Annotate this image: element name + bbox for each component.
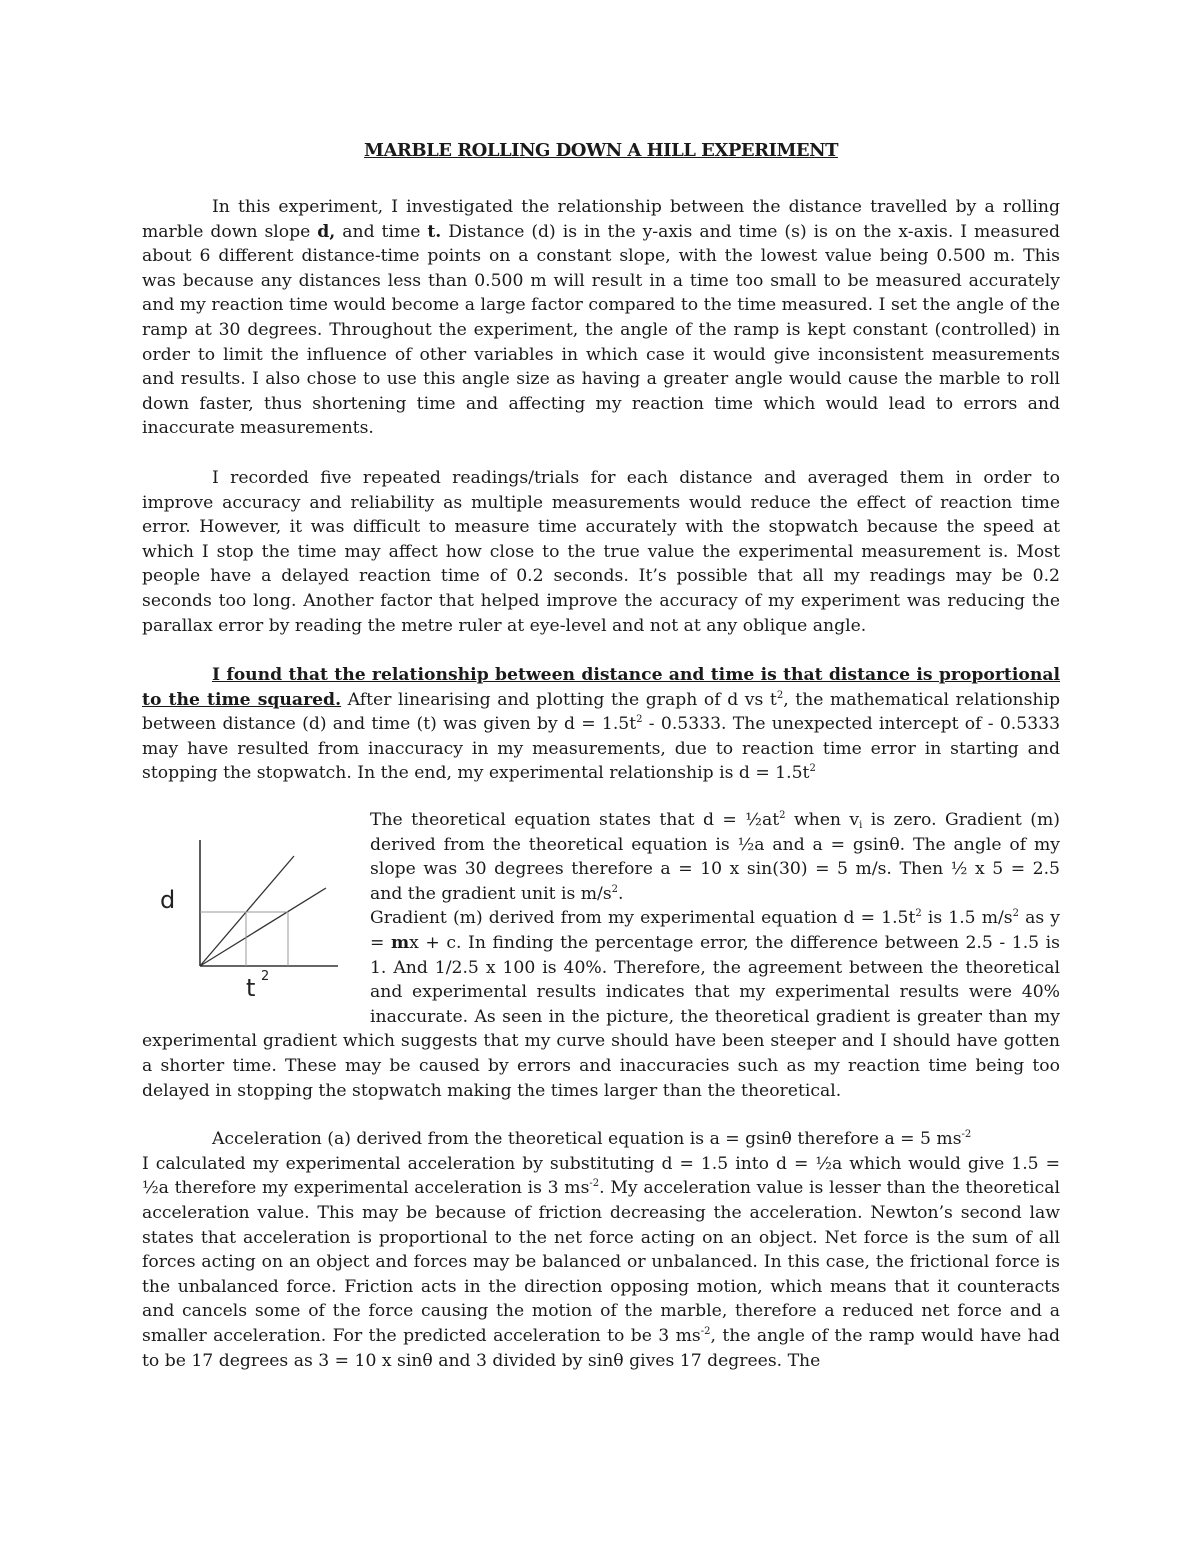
bold-d: d, xyxy=(317,221,336,242)
paragraph-theory: The theoretical equation states that $d = \frac{1}{2}at^2$ when $v_i$ is zero. Gradient (m) derived from the theoretical equation is ½a and a = gsinθ. The angle of my slope was 30 degrees therefore a = 10 x sin(30) = 5 m/s. Then ½ x 5 = 2.5 and the gradient unit is $m/s^2$. Gradient (m) derived from my experimental equation $d = 1.5t^2$ is 1.5 $m/s^2$ as y = mx + c. In finding the percentage error, the difference between 2.5 - 1.5 is 1. And 1/2.5 x 100 is 40%. Therefore, the agreement between the theoretical and experimental results indicates that my experimental results were 40% inaccurate. As seen in the picture, the theoretical gradient is greater than my experimental gradient which suggests that my curve should have been steeper and I should have gotten a shorter time. These may be caused by errors and inaccuracies such as my reaction time being too delayed in stopping the stopwatch making the times larger than the theoretical. xyxy=(142,810,1060,1101)
gradient-sketch xyxy=(142,808,370,1020)
theory-section xyxy=(142,808,1060,1103)
paragraph-relationship: I found that the relationship between distance and time is that distance is proportional to the time squared. After linearising and plotting the graph of d vs $t^2$, the mathematical relationship between distance (d) and time (t) was given by $d = 1.5t^2 - 0.5333$. The unexpected intercept of - 0.5333 may have resulted from inaccuracy in my measurements, due to reaction time error in starting and stopping the stopwatch. In the end, my experimental relationship is $d = 1.5t^2$ xyxy=(142,665,1061,784)
sketch-x-label: t xyxy=(246,974,256,1003)
sketch-x-label-power: 2 xyxy=(261,969,270,985)
document-title: MARBLE ROLLING DOWN A HILL EXPERIMENT xyxy=(364,140,838,161)
theoretical-line xyxy=(200,856,294,966)
bold-m: m xyxy=(390,933,410,954)
paragraph-acceleration: Acceleration (a) derived from the theoretical equation is a = gsinθ therefore a = 5 $ms^{-2}$ I calculated my experimental acceleration by substituting d = 1.5 into d = ½a which would give 1.5 = ½a therefore my experimental acceleration is 3 $ms^{-2}$. My acceleration value is lesser than the theoretical acceleration value. This may be because of friction decreasing the acceleration. Newton’s second law states that acceleration is proportional to the net force acting on an object. Net force is the sum of all forces acting on an object and forces may be balanced or unbalanced. In this case, the frictional force is the unbalanced force. Friction acts in the direction opposing motion, which means that it counteracts and cancels some of the force causing the motion of the marble, therefore a reduced net force and a smaller acceleration. For the predicted acceleration to be 3 $ms^{-2}$, the angle of the ramp would have had to be 17 degrees as 3 = 10 x sinθ and 3 divided by sinθ gives 17 degrees. The xyxy=(142,1129,1060,1371)
bold-t: t. xyxy=(427,221,442,242)
gradient-sketch-svg xyxy=(142,808,370,1020)
paragraph-introduction: In this experiment, I investigated the relationship between the distance travelled by a rolling marble down slope d, and time t. Distance (d) is in the y-axis and time (s) is on the x-axis. I measured about 6 different distance-time points on a constant slope, with the lowest value being 0.500 m. This was because any distances less than 0.500 m will result in a time too small to be measured accurately and my reaction time would become a large factor compared to the time measured. I set the angle of the ramp at 30 degrees. Throughout the experiment, the angle of the ramp is kept constant (controlled) in order to limit the influence of other variables in which case it would give inconsistent measurements and results. I also chose to use this angle size as having a greater angle would cause the marble to roll down faster, thus shortening time and affecting my reaction time which would lead to errors and inaccurate measurements. xyxy=(142,197,1060,439)
paragraph-readings: I recorded five repeated readings/trials for each distance and averaged them in order to improve accuracy and reliability as multiple measurements would reduce the effect of reaction time error. However, it was difficult to measure time accurately with the stopwatch because the speed at which I stop the time may affect how close to the true value the experimental measurement is. Most people have a delayed reaction time of 0.2 seconds. It’s possible that all my readings may be 0.2 seconds too long. Another factor that helped improve the accuracy of my experiment was reducing the parallax error by reading the metre ruler at eye-level and not at any oblique angle. xyxy=(142,467,1060,636)
finding-statement: I found that the relationship between distance and time is that distance is proportional to the time squared. xyxy=(142,665,1060,710)
experimental-line xyxy=(200,888,326,966)
document-page xyxy=(142,140,1060,1373)
sketch-y-label: d xyxy=(160,886,176,915)
